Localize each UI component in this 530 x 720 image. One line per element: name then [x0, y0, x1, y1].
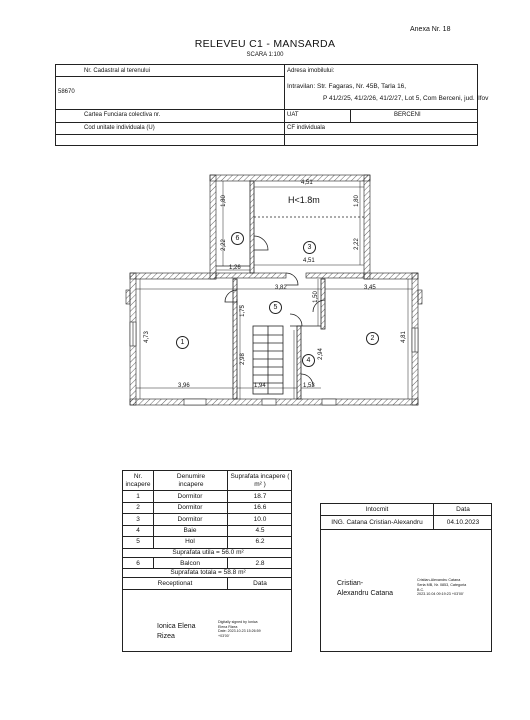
cadastral-label: Nr. Cadastral al terenului [84, 68, 151, 74]
dim-126: 1,26 [229, 265, 241, 271]
cadastral-value: 58670 [58, 89, 75, 95]
dim-180-left: 1,80 [220, 195, 227, 207]
cf-label: Cartea Funciara colectiva nr. [84, 112, 161, 118]
dim-153: 1,53 [303, 383, 315, 389]
table-row-name: Dormitor [177, 504, 203, 511]
drawn-date-label: Data [456, 506, 470, 513]
exterior-walls [126, 175, 422, 405]
room-label-1: 1 [176, 336, 189, 349]
balcony-name: Balcon [180, 560, 200, 567]
engineer-signature-name: Cristian- Alexandru Catana [337, 580, 394, 597]
scale-label: SCARA 1:100 [246, 52, 284, 58]
rooms-table [122, 470, 292, 652]
receiver-name: Ionica Elena Rizea [157, 623, 196, 640]
page-title: RELEVEU C1 - MANSARDA [194, 38, 336, 50]
dim-481: 4,81 [400, 331, 407, 343]
table-row-name: Dormitor [177, 516, 203, 523]
cf-individual-label: CF individuala [287, 125, 326, 131]
balcony-area: 2.8 [255, 560, 265, 567]
receiver-digital-signature: Digitally signed by Ionica Elena Rizea Date: 2023.10.23 15:26:59 +03'00' [218, 620, 261, 638]
received-label: Receptionat [157, 580, 193, 587]
dim-175: 1,75 [239, 305, 246, 317]
dim-180-right: 1,80 [353, 195, 360, 207]
address-line-1: Intravilan: Str. Fagaras, Nr. 45B, Tarla 16, [287, 83, 407, 90]
table-row-name: Baie [183, 527, 197, 534]
address-label: Adresa imobilului: [287, 68, 335, 74]
ceiling-height-note: H<1.8m [288, 195, 320, 205]
room-label-6: 6 [231, 232, 244, 245]
table-row-area: 6.2 [255, 538, 265, 545]
dim-294: 2,94 [317, 348, 324, 360]
dim-194: 1,94 [254, 383, 266, 389]
dim-396: 3,96 [178, 383, 190, 389]
dim-150: 1,50 [312, 291, 319, 303]
dim-222-left: 2,22 [220, 239, 227, 251]
author-table [320, 503, 492, 652]
table-row-name: Dormitor [177, 493, 203, 500]
drawn-by-label: Intocmit [365, 506, 389, 513]
uat-label: UAT [287, 112, 299, 118]
dim-222-right: 2,22 [353, 238, 360, 250]
table-row-area: 16.6 [253, 504, 267, 511]
annex-number: Anexa Nr. 18 [410, 26, 451, 33]
table-row-nr: 4 [136, 527, 140, 534]
room-label-2: 2 [366, 332, 379, 345]
dim-298: 2,98 [239, 353, 246, 365]
total-area: Suprafata totala = 58.8 m² [170, 569, 246, 576]
dim-top-width: 4,51 [301, 180, 313, 186]
table-row-area: 4.5 [255, 527, 265, 534]
drawn-date: 04.10.2023 [446, 519, 480, 526]
col-header-nr: Nr. incapere [125, 473, 151, 488]
room-label-4: 4 [302, 354, 315, 367]
dim-382: 3,82 [275, 285, 287, 291]
engineer-digital-signature: Cristian-Alexandru Catana Seria MB, Nr. 0853, Categoria B.C. 2023.10.04 09:19:23 +03'00' [417, 578, 467, 597]
dim-mid-width: 4,51 [303, 258, 315, 264]
received-date-label: Data [253, 580, 267, 587]
room-label-3: 3 [303, 241, 316, 254]
table-row-area: 18.7 [253, 493, 267, 500]
unit-code-label: Cod unitate individuala (U) [84, 125, 155, 131]
engineer-name: ING. Catana Cristian-Alexandru [331, 519, 423, 526]
table-row-nr: 3 [136, 516, 140, 523]
table-row-name: Hol [185, 538, 195, 545]
interior-walls [216, 181, 364, 399]
dim-345: 3,45 [364, 285, 376, 291]
col-header-name: Denumire incapere [176, 473, 206, 488]
address-line-2: P 41/2/25, 41/2/26, 41/2/27, Lot 5, Com Berceni, jud. Ilfov [323, 95, 489, 102]
table-row-area: 10.0 [253, 516, 267, 523]
uat-value: BERCENI [394, 112, 421, 118]
table-row-nr: 5 [136, 538, 140, 545]
col-header-area: Suprafata incapere ( m² ) [230, 473, 290, 488]
useful-area: Suprafata utila = 56.0 m² [172, 549, 244, 556]
room-label-5: 5 [269, 301, 282, 314]
table-row-nr: 1 [136, 493, 140, 500]
table-row-nr: 2 [136, 504, 140, 511]
dim-473: 4,73 [143, 331, 150, 343]
balcony-nr: 6 [136, 560, 140, 567]
